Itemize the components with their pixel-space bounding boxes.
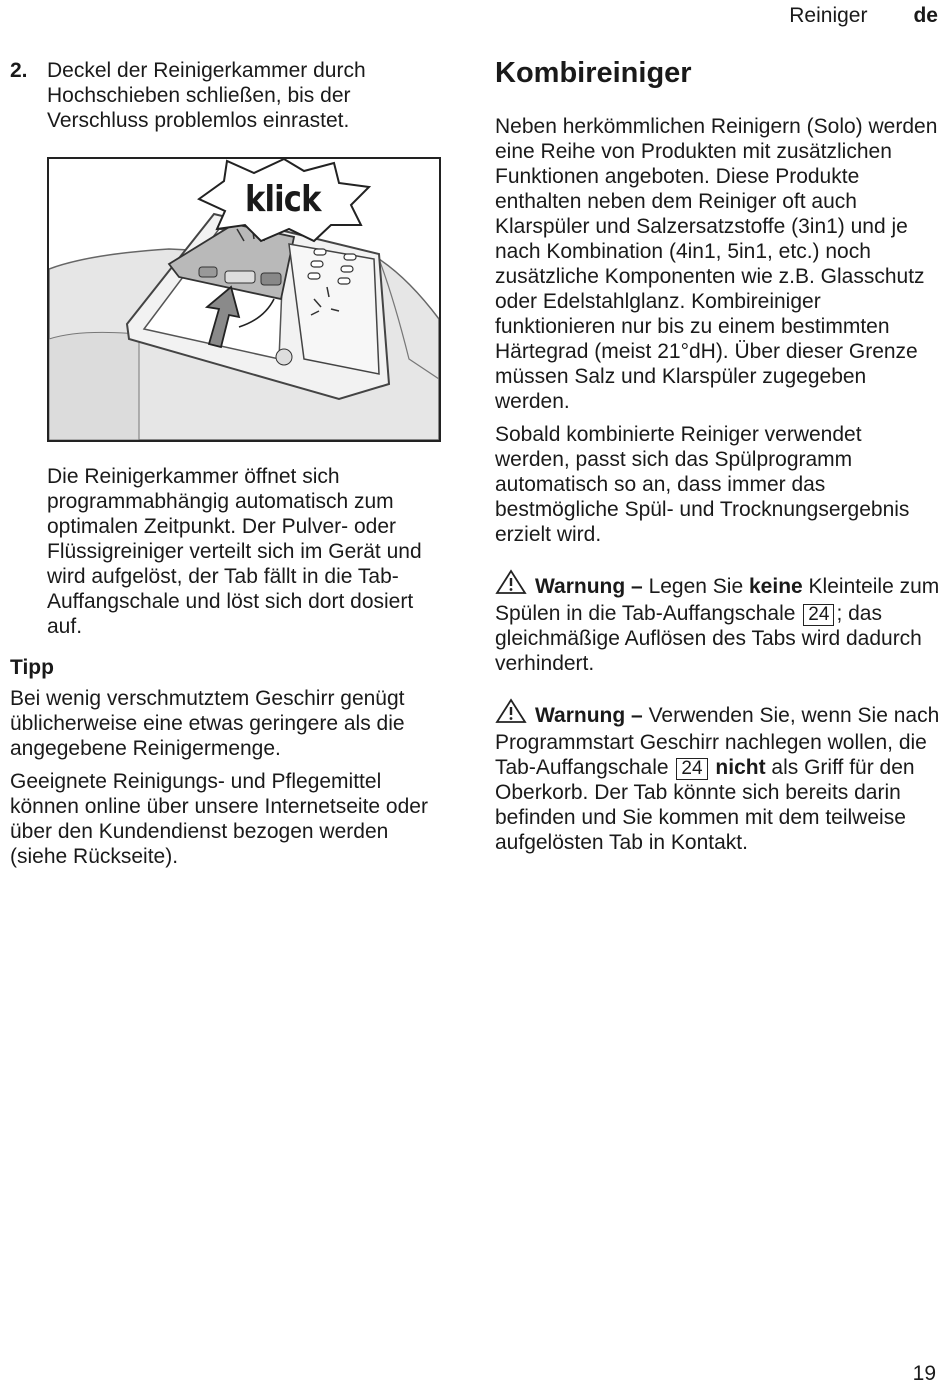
section-title: Kombireiniger <box>495 57 692 89</box>
page-header <box>789 4 938 28</box>
klick-callout: klick <box>245 179 321 220</box>
header-language: de <box>913 4 938 27</box>
reference-number: 24 <box>803 604 834 626</box>
warning-2-text-a: Verwenden Sie, wenn Sie nach Programmstart Geschirr nachlegen wollen, die Tab-Auffangschale <box>495 704 940 779</box>
step-2 <box>10 58 450 133</box>
warning-2-emphasis: nicht <box>715 756 766 779</box>
dispenser-illustration <box>47 157 441 442</box>
warning-1-label: Warnung – <box>535 575 643 598</box>
tipp-text: Bei wenig verschmutztem Geschirr genügt üblicherweise eine etwas geringere als die angegebene Reinigermenge. <box>10 687 405 760</box>
warning-1 <box>495 569 940 676</box>
warning-1-text-a: Legen Sie <box>648 575 744 598</box>
warning-icon <box>495 698 527 730</box>
kombi-intro: Neben herkömmlichen Reinigern (Solo) werden eine Reihe von Produkten mit zusätzlichen Funktionen angeboten. Diese Produkte enthalten neben dem Reiniger oft auch Klarspüler und Salzersatzstoffe (3in1) und je nach Kombination (4in1, 5in1, etc.) noch zusätzliche Komponenten wie z.B. Glasschutz oder Edelstahlglanz. Kombireiniger funktionieren nur bis zu einem bestimmten Härtegrad (meist 21°dH). Über dieser Grenze müssen Salz und Klarspüler zugegeben werden. <box>495 115 938 413</box>
tipp-heading: Tipp <box>10 656 54 679</box>
dispenser-drawing <box>49 159 439 440</box>
warning-icon <box>495 569 527 601</box>
step-text: Deckel der Reinigerkammer durch Hochschieben schließen, bis der Verschluss problemlos einrastet. <box>47 59 366 132</box>
warning-2 <box>495 698 940 855</box>
header-section: Reiniger <box>789 4 868 27</box>
warning-2-label: Warnung – <box>535 704 643 727</box>
warning-1-text-c: ; das gleichmäßige Auflösen des Tabs wird dadurch verhindert. <box>495 602 922 675</box>
step-number: 2. <box>10 59 28 82</box>
right-column <box>495 56 940 855</box>
warning-1-text-b: Kleinteile zum Spülen in die Tab-Auffangschale <box>495 575 940 625</box>
warning-1-emphasis: keine <box>749 575 803 598</box>
dispenser-description: Die Reinigerkammer öffnet sich programmabhängig automatisch zum optimalen Zeitpunkt. Der Pulver- oder Flüssigreiniger verteilt sich im Gerät und wird aufgelöst, der Tab fällt in die Tab-Auffangschale und löst sich dort dosiert auf. <box>47 465 422 638</box>
warning-2-text-b: als Griff für den Oberkorb. Der Tab könnte sich bereits darin befinden und Sie kommen mit dem teilweise aufgelösten Tab in Kontakt. <box>495 756 915 854</box>
products-info: Geeignete Reinigungs- und Pflegemittel können online über unsere Internetseite oder über den Kundendienst bezogen werden (siehe Rückseite). <box>10 770 428 868</box>
kombi-program: Sobald kombinierte Reiniger verwendet werden, passt sich das Spülprogramm automatisch so an, dass immer das bestmögliche Spül- und Trocknungsergebnis erzielt wird. <box>495 423 910 546</box>
left-column <box>10 58 450 869</box>
page-number: 19 <box>912 1362 936 1385</box>
reference-number: 24 <box>676 758 707 780</box>
